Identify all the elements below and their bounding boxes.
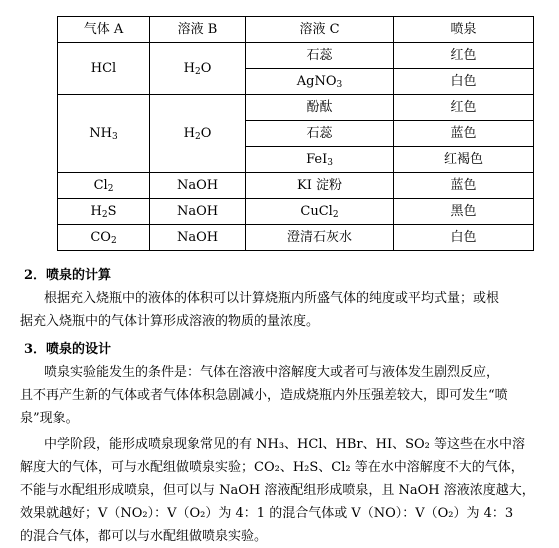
header-solution-b: 溶液 B: [150, 17, 246, 43]
header-fountain: 喷泉: [394, 17, 534, 43]
header-gas-a: 气体 A: [58, 17, 150, 43]
solution-c-cell: 石蕊: [246, 43, 394, 69]
solution-c-cell: 酚酞: [246, 95, 394, 121]
table-row: [58, 225, 534, 251]
fountain-table: [57, 16, 534, 251]
fountain-cell: 黑色: [394, 199, 534, 225]
section-3-title: 3．喷泉的设计: [24, 342, 112, 357]
paragraph-line: 不能与水配组形成喷泉，但可以与 NaOH 溶液配组形成喷泉，且 NaOH 溶液浓度越大，: [20, 483, 535, 498]
paragraph-line: 效果就越好；V（NO₂）：V（O₂）为 4：1 的混合气体或 V（NO）：V（O₂）为 4：3: [20, 506, 514, 521]
paragraph-line: 据充入烧瓶中的气体计算形成溶液的物质的量浓度。: [20, 314, 320, 329]
solution-b-cell: NaOH: [150, 199, 246, 225]
fountain-cell: 红色: [394, 43, 534, 69]
gas-cell: $H_2S$: [58, 199, 150, 225]
paragraph-line: 中学阶段，能形成喷泉现象常见的有 NH₃、HCl、HBr、HI、SO₂ 等这些在水中溶: [44, 437, 525, 452]
table-row: [58, 173, 534, 199]
section-3-paragraph-2: [20, 433, 539, 548]
solution-c-cell: AgNO$_3$: [246, 69, 394, 95]
solution-c-cell: 澄清石灰水: [246, 225, 394, 251]
fountain-cell: 白色: [394, 69, 534, 95]
solution-c-cell: 石蕊: [246, 121, 394, 147]
fountain-cell: 蓝色: [394, 173, 534, 199]
fountain-cell: 白色: [394, 225, 534, 251]
gas-cell: $Cl_2$: [58, 173, 150, 199]
paragraph-line: 泉”现象。: [20, 411, 79, 426]
paragraph-line: 解度大的气体，可与水配组做喷泉实验；CO₂、H₂S、Cl₂ 等在水中溶解度不大的气体，: [20, 460, 524, 475]
paragraph-line: 且不再产生新的气体或者气体体积急剧减小，造成烧瓶内外压强差较大，即可发生“喷: [20, 388, 508, 403]
fountain-cell: 蓝色: [394, 121, 534, 147]
fountain-cell: 红色: [394, 95, 534, 121]
solution-c-cell: FeI$_3$: [246, 147, 394, 173]
paragraph-line: 的混合气体，都可以与水配组做喷泉实验。: [20, 529, 268, 544]
paragraph-line: 根据充入烧瓶中的液体的体积可以计算烧瓶内所盛气体的纯度或平均式量；或根: [44, 291, 500, 306]
gas-cell: $NH_3$: [58, 95, 150, 173]
section-3-paragraph-1: [20, 361, 539, 430]
fountain-cell: 红褐色: [394, 147, 534, 173]
gas-cell: $CO_2$: [58, 225, 150, 251]
section-2-paragraph: [20, 287, 539, 333]
gas-cell: HCl: [58, 43, 150, 95]
solution-c-cell: CuCl$_2$: [246, 199, 394, 225]
table-row: [58, 43, 534, 69]
solution-c-cell: KI 淀粉: [246, 173, 394, 199]
solution-b-cell: $H_2O$: [150, 95, 246, 173]
solution-b-cell: NaOH: [150, 173, 246, 199]
table-row: [58, 95, 534, 121]
solution-b-cell: NaOH: [150, 225, 246, 251]
solution-b-cell: $H_2O$: [150, 43, 246, 95]
table-header-row: [58, 17, 534, 43]
paragraph-line: 喷泉实验能发生的条件是：气体在溶液中溶解度大或者可与液体发生剧烈反应，: [44, 365, 500, 380]
table-row: [58, 199, 534, 225]
header-solution-c: 溶液 C: [246, 17, 394, 43]
section-2-title: 2．喷泉的计算: [24, 268, 112, 283]
